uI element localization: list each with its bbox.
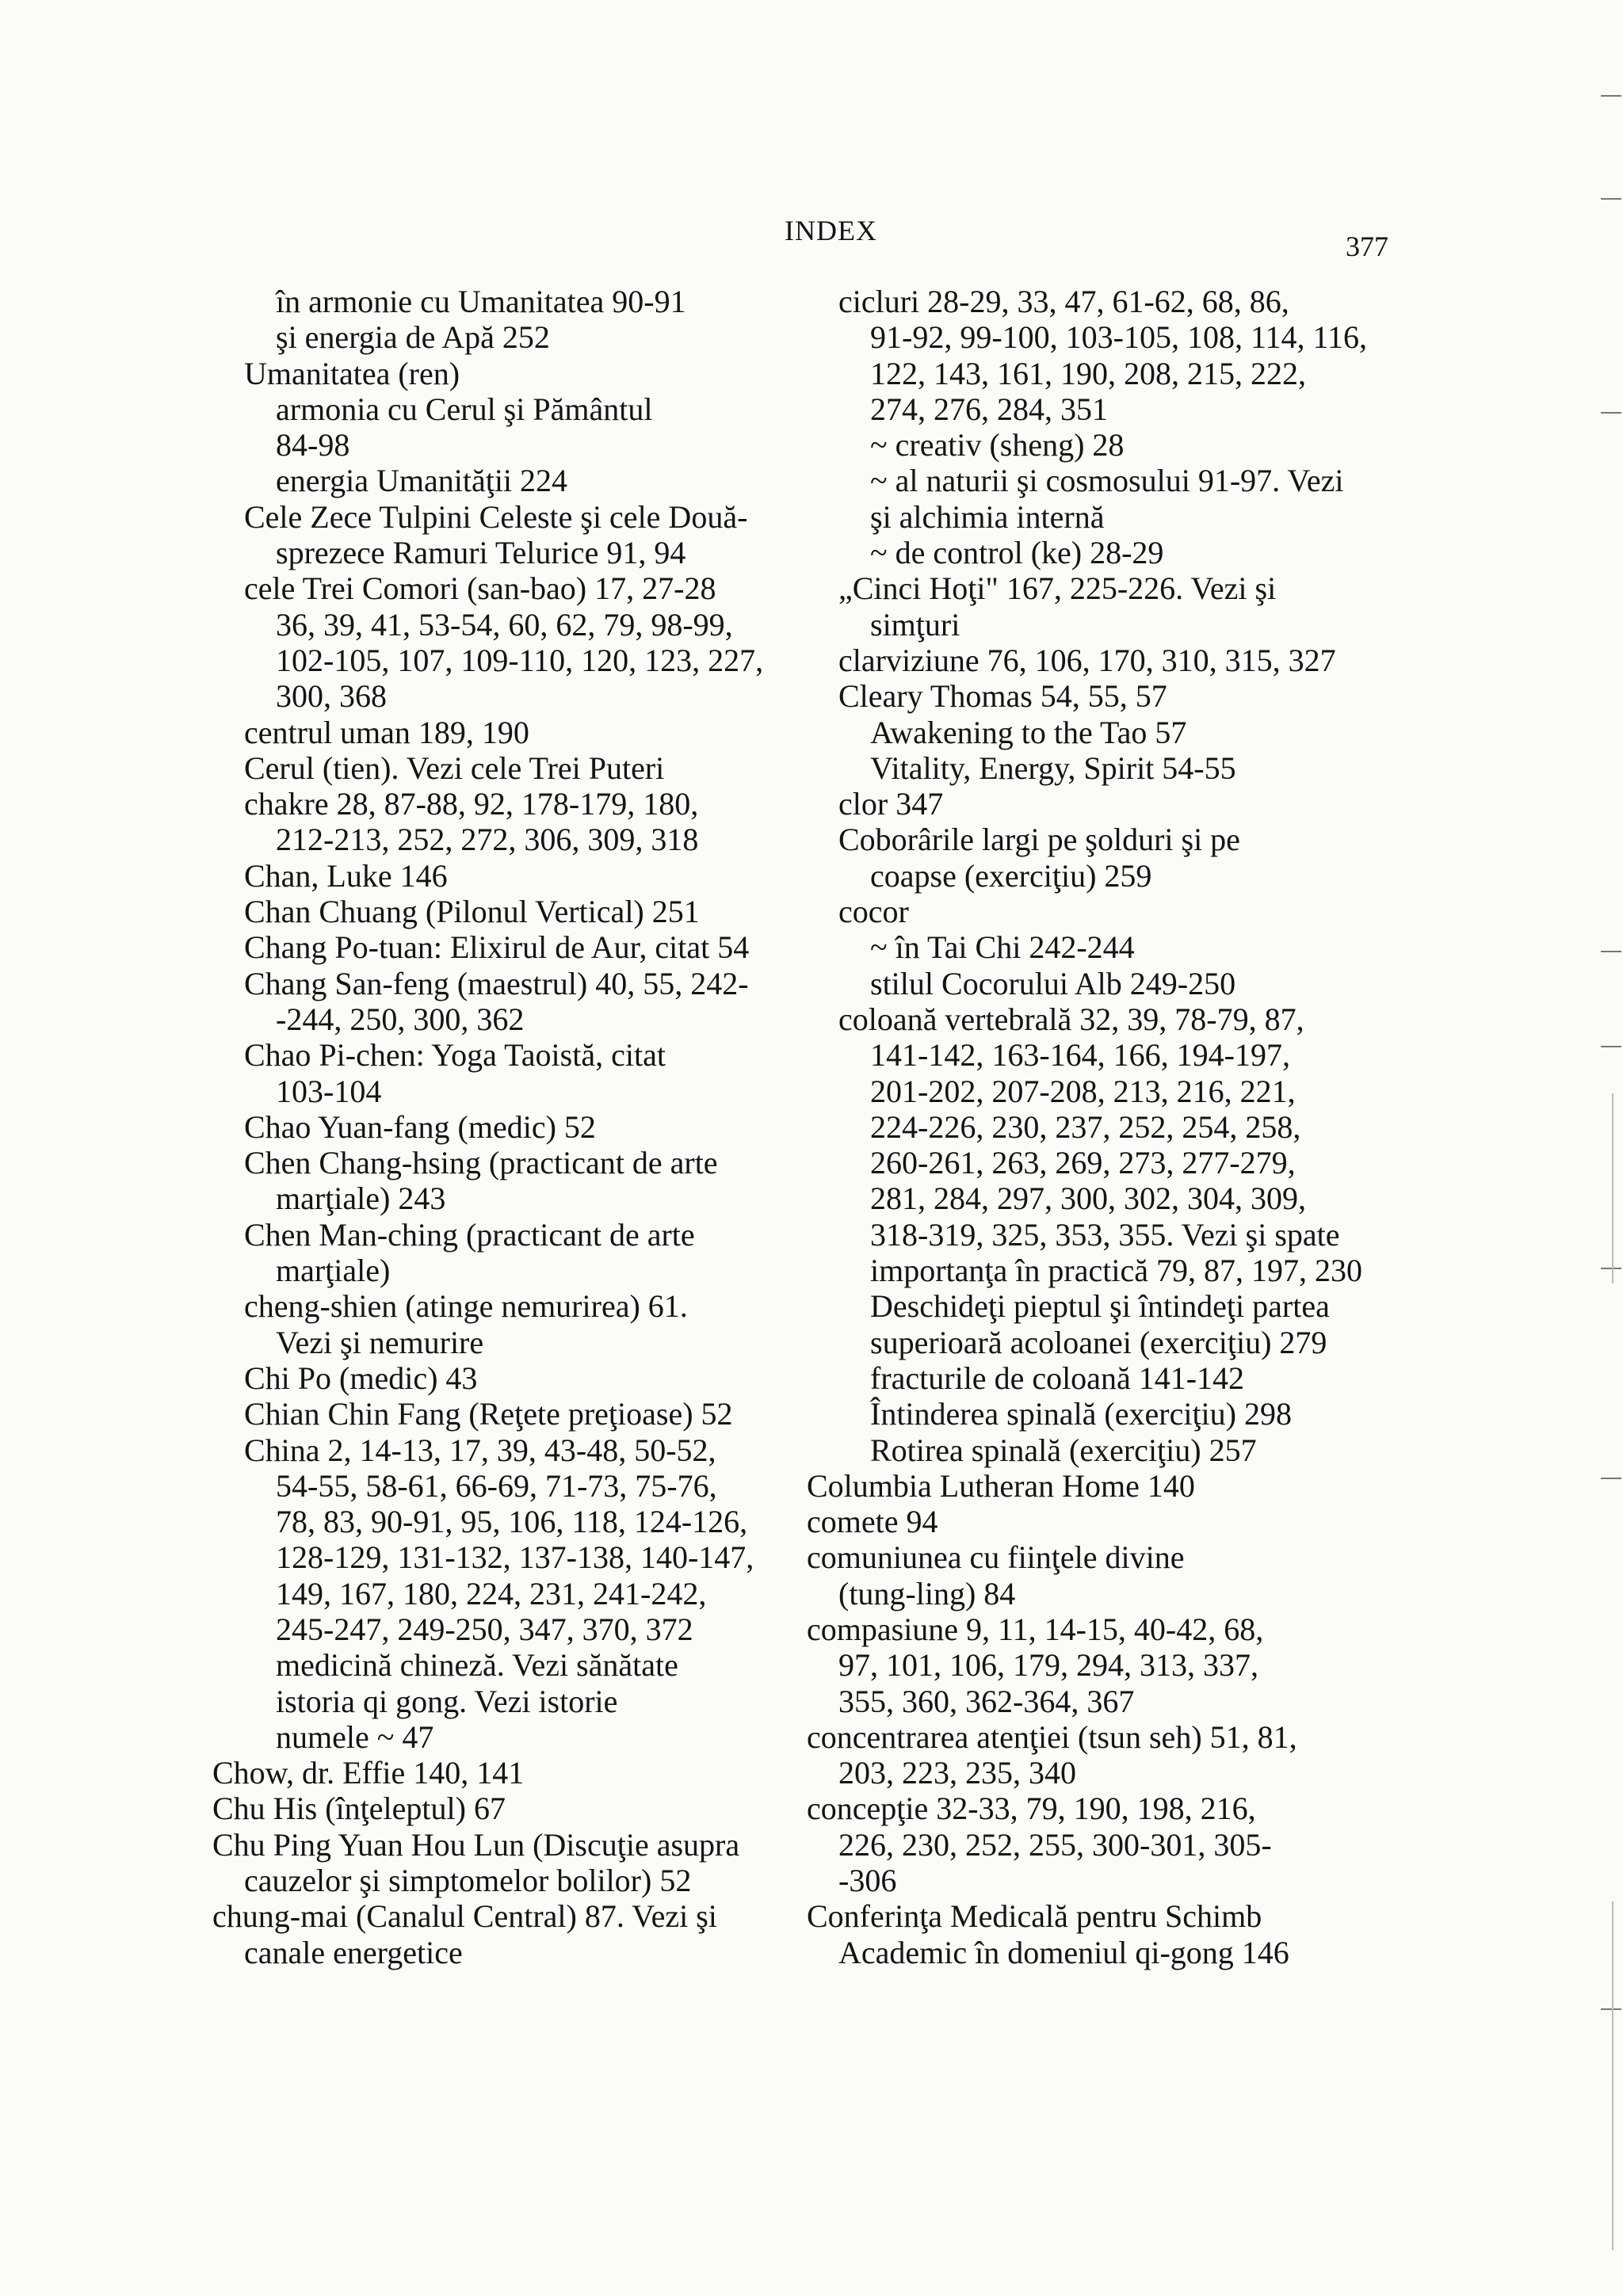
index-entry-line: Columbia Lutheran Home 140 <box>807 1467 1195 1504</box>
scan-edge-mark <box>1601 2008 1621 2010</box>
index-entry-line: fracturile de coloană 141-142 <box>870 1360 1245 1396</box>
index-entry-line: 212-213, 252, 272, 306, 309, 318 <box>276 822 699 858</box>
index-entry-line: şi alchimia internă <box>870 498 1105 535</box>
index-entry-line: Rotirea spinală (exerciţiu) 257 <box>870 1432 1257 1468</box>
index-entry-line: şi energia de Apă 252 <box>276 319 550 356</box>
index-entry-line: chung-mai (Canalul Central) 87. Vezi şi <box>212 1898 717 1935</box>
index-entry-line: 355, 360, 362-364, 367 <box>838 1683 1135 1719</box>
index-entry-line: Chu His (înţeleptul) 67 <box>212 1791 506 1827</box>
index-entry-line: Conferinţa Medicală pentru Schimb <box>807 1898 1262 1935</box>
index-entry-line: 260-261, 263, 269, 273, 277-279, <box>870 1145 1296 1181</box>
scan-edge-mark <box>1601 95 1621 97</box>
index-entry-line: compasiune 9, 11, 14-15, 40-42, 68, <box>807 1611 1264 1647</box>
index-entry-line: 78, 83, 90-91, 95, 106, 118, 124-126, <box>276 1504 748 1540</box>
index-entry-line: cheng-shien (atinge nemurirea) 61. <box>244 1288 688 1325</box>
index-entry-line: numele ~ 47 <box>276 1718 434 1755</box>
index-entry-line: stilul Cocorului Alb 249-250 <box>870 965 1236 1001</box>
index-entry-line: 54-55, 58-61, 66-69, 71-73, 75-76, <box>276 1467 717 1504</box>
scan-edge-mark <box>1601 198 1621 200</box>
page-number: 377 <box>1346 231 1388 262</box>
index-entry-line: chakre 28, 87-88, 92, 178-179, 180, <box>244 786 699 822</box>
index-entry-line: medicină chineză. Vezi sănătate <box>276 1647 678 1684</box>
index-entry-line: centrul uman 189, 190 <box>244 714 529 750</box>
index-entry-line: Deschideţi pieptul şi întindeţi partea <box>870 1288 1330 1325</box>
index-entry-line: 274, 276, 284, 351 <box>870 391 1108 427</box>
index-entry-line: Chao Pi-chen: Yoga Taoistă, citat <box>244 1037 666 1074</box>
index-entry-line: istoria qi gong. Vezi istorie <box>276 1683 618 1719</box>
index-entry-line: Cele Zece Tulpini Celeste şi cele Două- <box>244 498 748 535</box>
index-entry-line: 245-247, 249-250, 347, 370, 372 <box>276 1611 693 1647</box>
index-column-left <box>212 284 799 1970</box>
scan-edge-mark <box>1601 1046 1621 1047</box>
index-entry-line: Chu Ping Yuan Hou Lun (Discuţie asupra <box>212 1826 740 1863</box>
index-entry-line: importanţa în practică 79, 87, 197, 230 <box>870 1253 1362 1289</box>
index-entry-line: cele Trei Comori (san-bao) 17, 27-28 <box>244 570 716 607</box>
index-entry-line: Chen Man-ching (practicant de arte <box>244 1216 695 1253</box>
index-entry-line: cocor <box>838 894 909 930</box>
scan-edge-mark <box>1601 412 1621 414</box>
scan-edge-mark <box>1601 1268 1621 1269</box>
index-entry-line: Chian Chin Fang (Reţete preţioase) 52 <box>244 1396 733 1432</box>
index-entry-line: Chang San-feng (maestrul) 40, 55, 242- <box>244 965 749 1001</box>
index-entry-line: cicluri 28-29, 33, 47, 61-62, 68, 86, <box>838 284 1289 319</box>
index-entry-line: ~ creativ (sheng) 28 <box>870 427 1125 463</box>
index-entry-line: sprezece Ramuri Telurice 91, 94 <box>276 535 686 571</box>
index-entry-line: Chang Po-tuan: Elixirul de Aur, citat 54 <box>244 929 750 966</box>
index-entry-line: Chow, dr. Effie 140, 141 <box>212 1755 525 1791</box>
index-entry-line: Cleary Thomas 54, 55, 57 <box>838 678 1167 715</box>
index-entry-line: cauzelor şi simptomelor bolilor) 52 <box>244 1863 692 1899</box>
index-entry-line: Chi Po (medic) 43 <box>244 1360 478 1396</box>
index-entry-line: Cerul (tien). Vezi cele Trei Puteri <box>244 749 665 786</box>
index-entry-line: 226, 230, 252, 255, 300-301, 305- <box>838 1826 1272 1863</box>
index-entry-line: clarviziune 76, 106, 170, 310, 315, 327 <box>838 642 1336 678</box>
index-entry-line: -244, 250, 300, 362 <box>276 1001 525 1037</box>
index-entry-line: Chan Chuang (Pilonul Vertical) 251 <box>244 894 700 930</box>
index-entry-line: marţiale) 243 <box>276 1180 446 1217</box>
index-entry-line: armonia cu Cerul şi Pământul <box>276 391 653 427</box>
index-entry-line: Întinderea spinală (exerciţiu) 298 <box>870 1396 1292 1432</box>
index-entry-line: concepţie 32-33, 79, 190, 198, 216, <box>807 1791 1256 1827</box>
index-entry-line: concentrarea atenţiei (tsun seh) 51, 81, <box>807 1718 1297 1755</box>
index-column-right <box>807 284 1393 1970</box>
scan-edge-line <box>1612 1901 1613 2250</box>
index-entry-line: coapse (exerciţiu) 259 <box>870 857 1152 894</box>
scan-edge-mark <box>1601 1478 1621 1479</box>
index-entry-line: 149, 167, 180, 224, 231, 241-242, <box>276 1575 707 1611</box>
index-entry-line: coloană vertebrală 32, 39, 78-79, 87, <box>838 1001 1304 1037</box>
index-entry-line: 97, 101, 106, 179, 294, 313, 337, <box>838 1647 1258 1684</box>
index-entry-line: comete 94 <box>807 1504 938 1540</box>
index-entry-line: 128-129, 131-132, 137-138, 140-147, <box>276 1539 754 1576</box>
index-entry-line: China 2, 14-13, 17, 39, 43-48, 50-52, <box>244 1432 716 1468</box>
index-entry-line: energia Umanităţii 224 <box>276 463 568 499</box>
index-entry-line: în armonie cu Umanitatea 90-91 <box>276 284 686 319</box>
index-entry-line: 300, 368 <box>276 678 387 715</box>
index-entry-line: Coborârile largi pe şolduri şi pe <box>838 822 1240 858</box>
index-entry-line: 91-92, 99-100, 103-105, 108, 114, 116, <box>870 319 1367 356</box>
index-entry-line: 203, 223, 235, 340 <box>838 1755 1076 1791</box>
index-entry-line: Chao Yuan-fang (medic) 52 <box>244 1108 596 1145</box>
index-entry-line: 102-105, 107, 109-110, 120, 123, 227, <box>276 642 764 678</box>
index-entry-line: 201-202, 207-208, 213, 216, 221, <box>870 1073 1296 1109</box>
index-entry-line: simţuri <box>870 606 960 643</box>
index-entry-line: Vitality, Energy, Spirit 54-55 <box>870 749 1236 786</box>
index-entry-line: „Cinci Hoţi" 167, 225-226. Vezi şi <box>838 570 1277 607</box>
index-entry-line: clor 347 <box>838 786 944 822</box>
index-entry-line: 318-319, 325, 353, 355. Vezi şi spate <box>870 1216 1340 1253</box>
index-entry-line: 281, 284, 297, 300, 302, 304, 309, <box>870 1180 1306 1217</box>
index-entry-line: 141-142, 163-164, 166, 194-197, <box>870 1037 1290 1074</box>
index-entry-line: Chan, Luke 146 <box>244 857 448 894</box>
index-entry-line: 122, 143, 161, 190, 208, 215, 222, <box>870 355 1306 391</box>
index-entry-line: superioară acoloanei (exerciţiu) 279 <box>870 1324 1327 1360</box>
index-entry-line: ~ de control (ke) 28-29 <box>870 535 1164 571</box>
index-entry-line: canale energetice <box>244 1934 463 1970</box>
running-header: INDEX <box>785 215 877 246</box>
index-entry-line: (tung-ling) 84 <box>838 1575 1016 1611</box>
index-entry-line: Umanitatea (ren) <box>244 355 460 391</box>
index-entry-line: Vezi şi nemurire <box>276 1324 484 1360</box>
index-entry-line: 224-226, 230, 237, 252, 254, 258, <box>870 1108 1301 1145</box>
index-entry-line: -306 <box>838 1863 897 1899</box>
index-entry-line: 103-104 <box>276 1073 382 1109</box>
index-entry-line: 36, 39, 41, 53-54, 60, 62, 79, 98-99, <box>276 606 733 643</box>
index-entry-line: marţiale) <box>276 1253 391 1289</box>
index-entry-line: ~ al naturii şi cosmosului 91-97. Vezi <box>870 463 1344 499</box>
index-entry-line: Academic în domeniul qi-gong 146 <box>838 1934 1289 1970</box>
index-entry-line: Chen Chang-hsing (practicant de arte <box>244 1145 718 1181</box>
scan-edge-mark <box>1601 951 1621 952</box>
index-entry-line: ~ în Tai Chi 242-244 <box>870 929 1135 966</box>
index-entry-line: 84-98 <box>276 427 350 463</box>
index-entry-line: Awakening to the Tao 57 <box>870 714 1187 750</box>
index-entry-line: comuniunea cu fiinţele divine <box>807 1539 1185 1576</box>
scan-edge-line <box>1612 1093 1613 1283</box>
